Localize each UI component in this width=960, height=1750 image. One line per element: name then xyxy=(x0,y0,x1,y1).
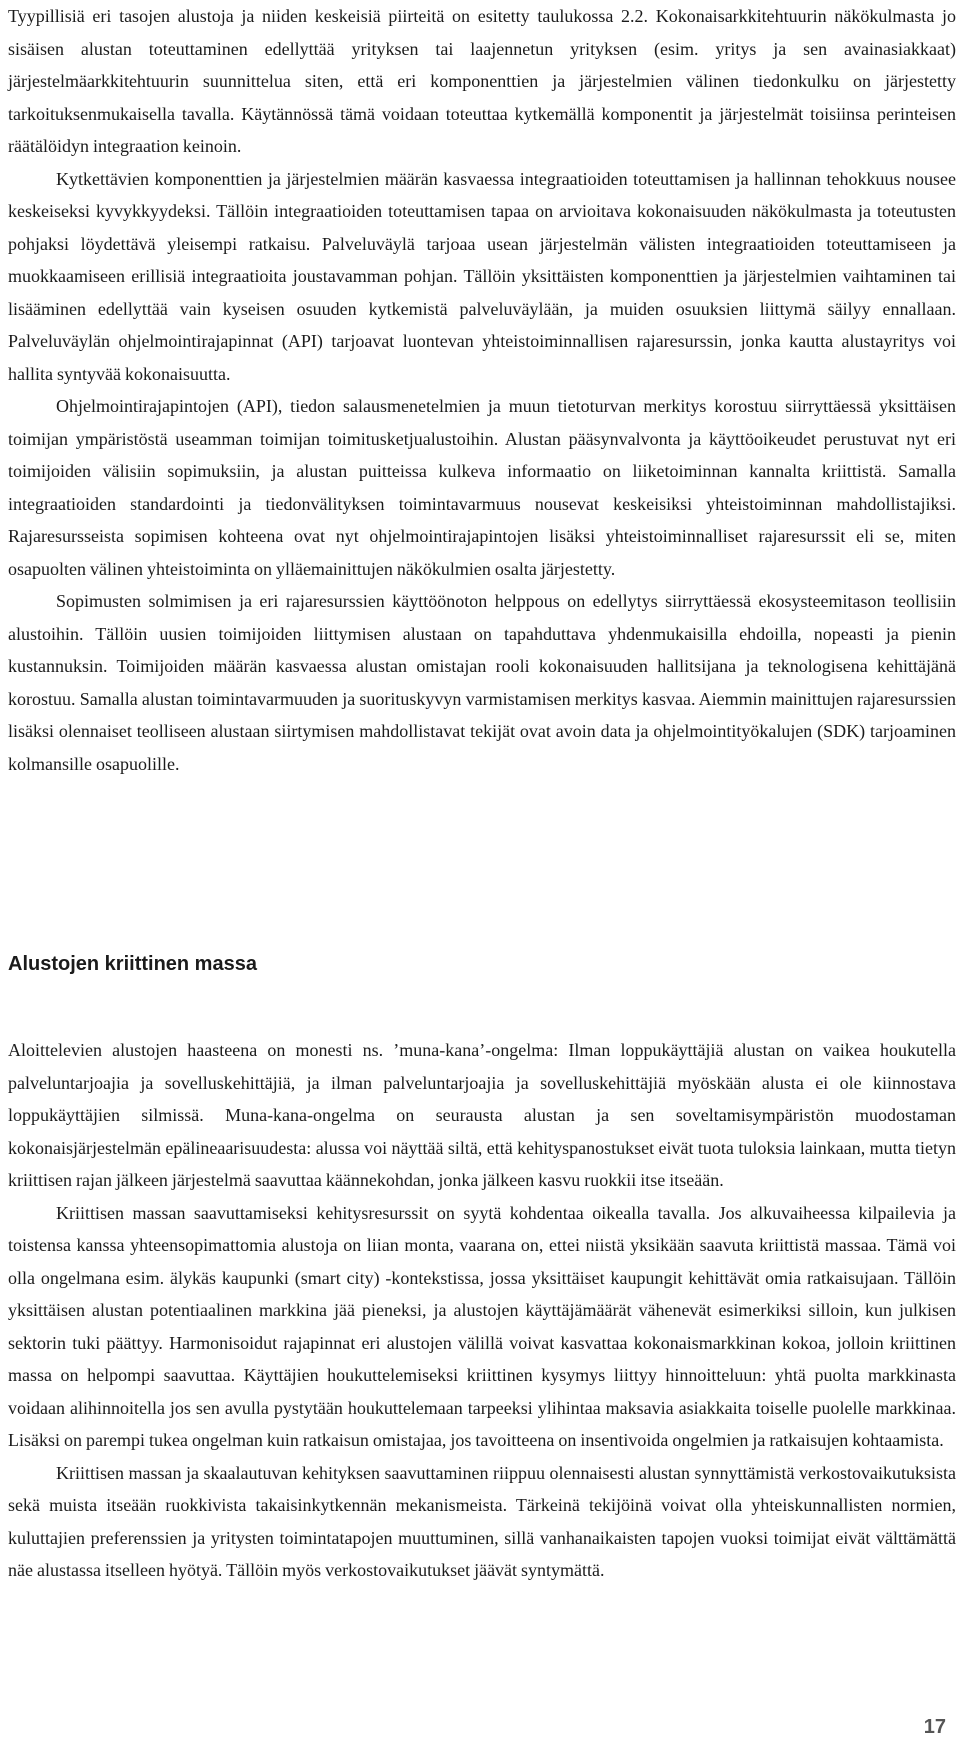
body-text-block xyxy=(8,1034,956,1587)
body-text-block xyxy=(8,0,956,780)
paragraph: Kytkettävien komponenttien ja järjestelmien määrän kasvaessa integraatioiden toteuttamisen ja hallinnan tehokkuus nousee keskeiseksi kyvykkyydeksi. Tällöin integraatioiden toteuttamisen tapaa on arvioitava kokonaisuuden näkökulmasta ja toteutusten pohjaksi löydettävä yleisempi ratkaisu. Palveluväylä tarjoaa usean järjestelmän välisten integraatioiden toteuttamiseen ja muokkaamiseen erillisiä integraatioita joustavamman pohjan. Tällöin yksittäisten komponenttien ja järjestelmien vaihtaminen tai lisääminen edellyttää vain kyseisen osuuden kytkemistä palveluväylään, ja muiden osuuksien liittymä säilyy ennallaan. Palveluväylän ohjelmointirajapinnat (API) tarjoavat luontevan yhteistoiminnallisen rajaresurssin, jonka kautta alustayritys voi hallita syntyvää kokonaisuutta. xyxy=(8,168,956,384)
paragraph: Tyypillisiä eri tasojen alustoja ja niiden keskeisiä piirteitä on esitetty taulukossa 2.2. Kokonaisarkkitehtuurin näkökulmasta jo sisäisen alustan toteuttaminen edellyttää yrityksen tai laajennetun yrityksen (esim. yritys ja sen avainasiakkaat) järjestelmäarkkitehtuurin suunnittelua siten, että eri komponenttien ja järjestelmien välinen tiedonkulku on järjestetty tarkoituksenmukaisella tavalla. Käytännössä tämä voidaan toteuttaa kytkemällä komponentit ja järjestelmät toisiinsa perinteisen räätälöidyn integraation keinoin. xyxy=(8,6,956,156)
page-number: 17 xyxy=(923,1716,946,1738)
paragraph: Kriittisen massan saavuttamiseksi kehitysresurssit on syytä kohdentaa oikealla tavalla. Jos alkuvaiheessa kilpailevia ja toistensa kanssa yhteensopimattomia alustoja on liian monta, vaarana on, ettei niistä yksikään saavuta kriittistä massaa. Tämä voi olla ongelmana esim. älykäs kaupunki (smart city) -kontekstissa, jossa yksittäiset kaupungit kehittävät omia ratkaisujaan. Tällöin yksittäisen alustan potentiaalinen markkina jää pieneksi, ja alustojen käyttäjämäärät vähenevät esimerkiksi silloin, kun julkisen sektorin tuki päättyy. Harmonisoidut rajapinnat eri alustojen välillä voivat kasvattaa kokonaismarkkinan kokoa, jolloin kriittinen massa on helpompi saavuttaa. Käyttäjien houkuttelemiseksi kriittinen kysymys liittyy hinnoitteluun: yhtä puolta markkinasta voidaan alihinnoitella jos sen avulla pystytään houkuttelemaan tarpeeksi ylihintaa maksavia asiakkaita toiselle puolelle markkinaa. Lisäksi on parempi tukea ongelman kuin ratkaisun omistajaa, jos tavoitteena on insentivoida ongelmien ja ratkaisujen kohtaamista. xyxy=(8,1202,956,1450)
paragraph: Sopimusten solmimisen ja eri rajaresurssien käyttöönoton helppous on edellytys siirryttäessä ekosysteemitason teollisiin alustoihin. Tällöin uusien toimijoiden liittymisen alustaan on tapahduttava yhdenmukaisilla ehdoilla, nopeasti ja pienin kustannuksin. Toimijoiden määrän kasvaessa alustan omistajan rooli kokonaisuuden hallitsijana ja teknologisena kehittäjänä korostuu. Samalla alustan toimintavarmuuden ja suorituskyvyn varmistamisen merkitys kasvaa. Aiemmin mainittujen rajaresurssien lisäksi olennaiset teolliseen alustaan siirtymisen mahdollistavat tekijät ovat avoin data ja ohjelmointityökalujen (SDK) tarjoaminen kolmansille osapuolille. xyxy=(8,591,956,774)
paragraph: Ohjelmointirajapintojen (API), tiedon salausmenetelmien ja muun tietoturvan merkitys korostuu siirryttäessä yksittäisen toimijan ympäristöstä useamman toimijan toimitusketjualustoihin. Alustan pääsynvalvonta ja käyttöoikeudet perustuvat nyt eri toimijoiden välisiin sopimuksiin, ja alustan puitteissa kulkeva informaatio on liiketoiminnan kannalta kriittistä. Samalla integraatioiden standardointi ja tiedonvälityksen toimintavarmuus nousevat keskeisiksi yhteistoiminnan mahdollistajiksi. Rajaresursseista sopimisen kohteena ovat nyt ohjelmointirajapintojen lisäksi yhteistoiminnalliset rajaresurssit eli se, miten osapuolten välinen yhteistoiminta on ylläemainittujen näkökulmien osalta järjestetty. xyxy=(8,396,956,579)
paragraph: Aloittelevien alustojen haasteena on monesti ns. ’muna-kana’-ongelma: Ilman loppukäyttäjiä alustan on vaikea houkutella palveluntarjoajia ja sovelluskehittäjiä, ja ilman palveluntarjoajia ja sovelluskehittäjiä myöskään alusta ei ole kiinnostava loppukäyttäjien silmissä. Muna-kana-ongelma on seurausta alustan ja sen soveltamisympäristön muodostaman kokonaisjärjestelmän epälineaarisuudesta: alussa voi näyttää siltä, että kehityspanostukset eivät tuota tuloksia lainkaan, mutta tietyn kriittisen rajan jälkeen järjestelmä saavuttaa käännekohdan, jonka jälkeen kasvu ruokkii itse itseään. xyxy=(8,1040,956,1190)
section-heading: Alustojen kriittinen massa xyxy=(8,953,257,975)
paragraph: Kriittisen massan ja skaalautuvan kehityksen saavuttaminen riippuu olennaisesti alustan synnyttämistä verkostovaikutuksista sekä muista itseään ruokkivista takaisinkytkennän mekanismeista. Tärkeinä tekijöinä voivat olla yhteiskunnallisten normien, kuluttajien preferenssien ja yritysten toimintatapojen muuttuminen, sillä vanhanaikaisten tapojen vuoksi toimijat eivät välttämättä näe alustassa itselleen hyötyä. Tällöin myös verkostovaikutukset jäävät syntymättä. xyxy=(8,1462,956,1580)
